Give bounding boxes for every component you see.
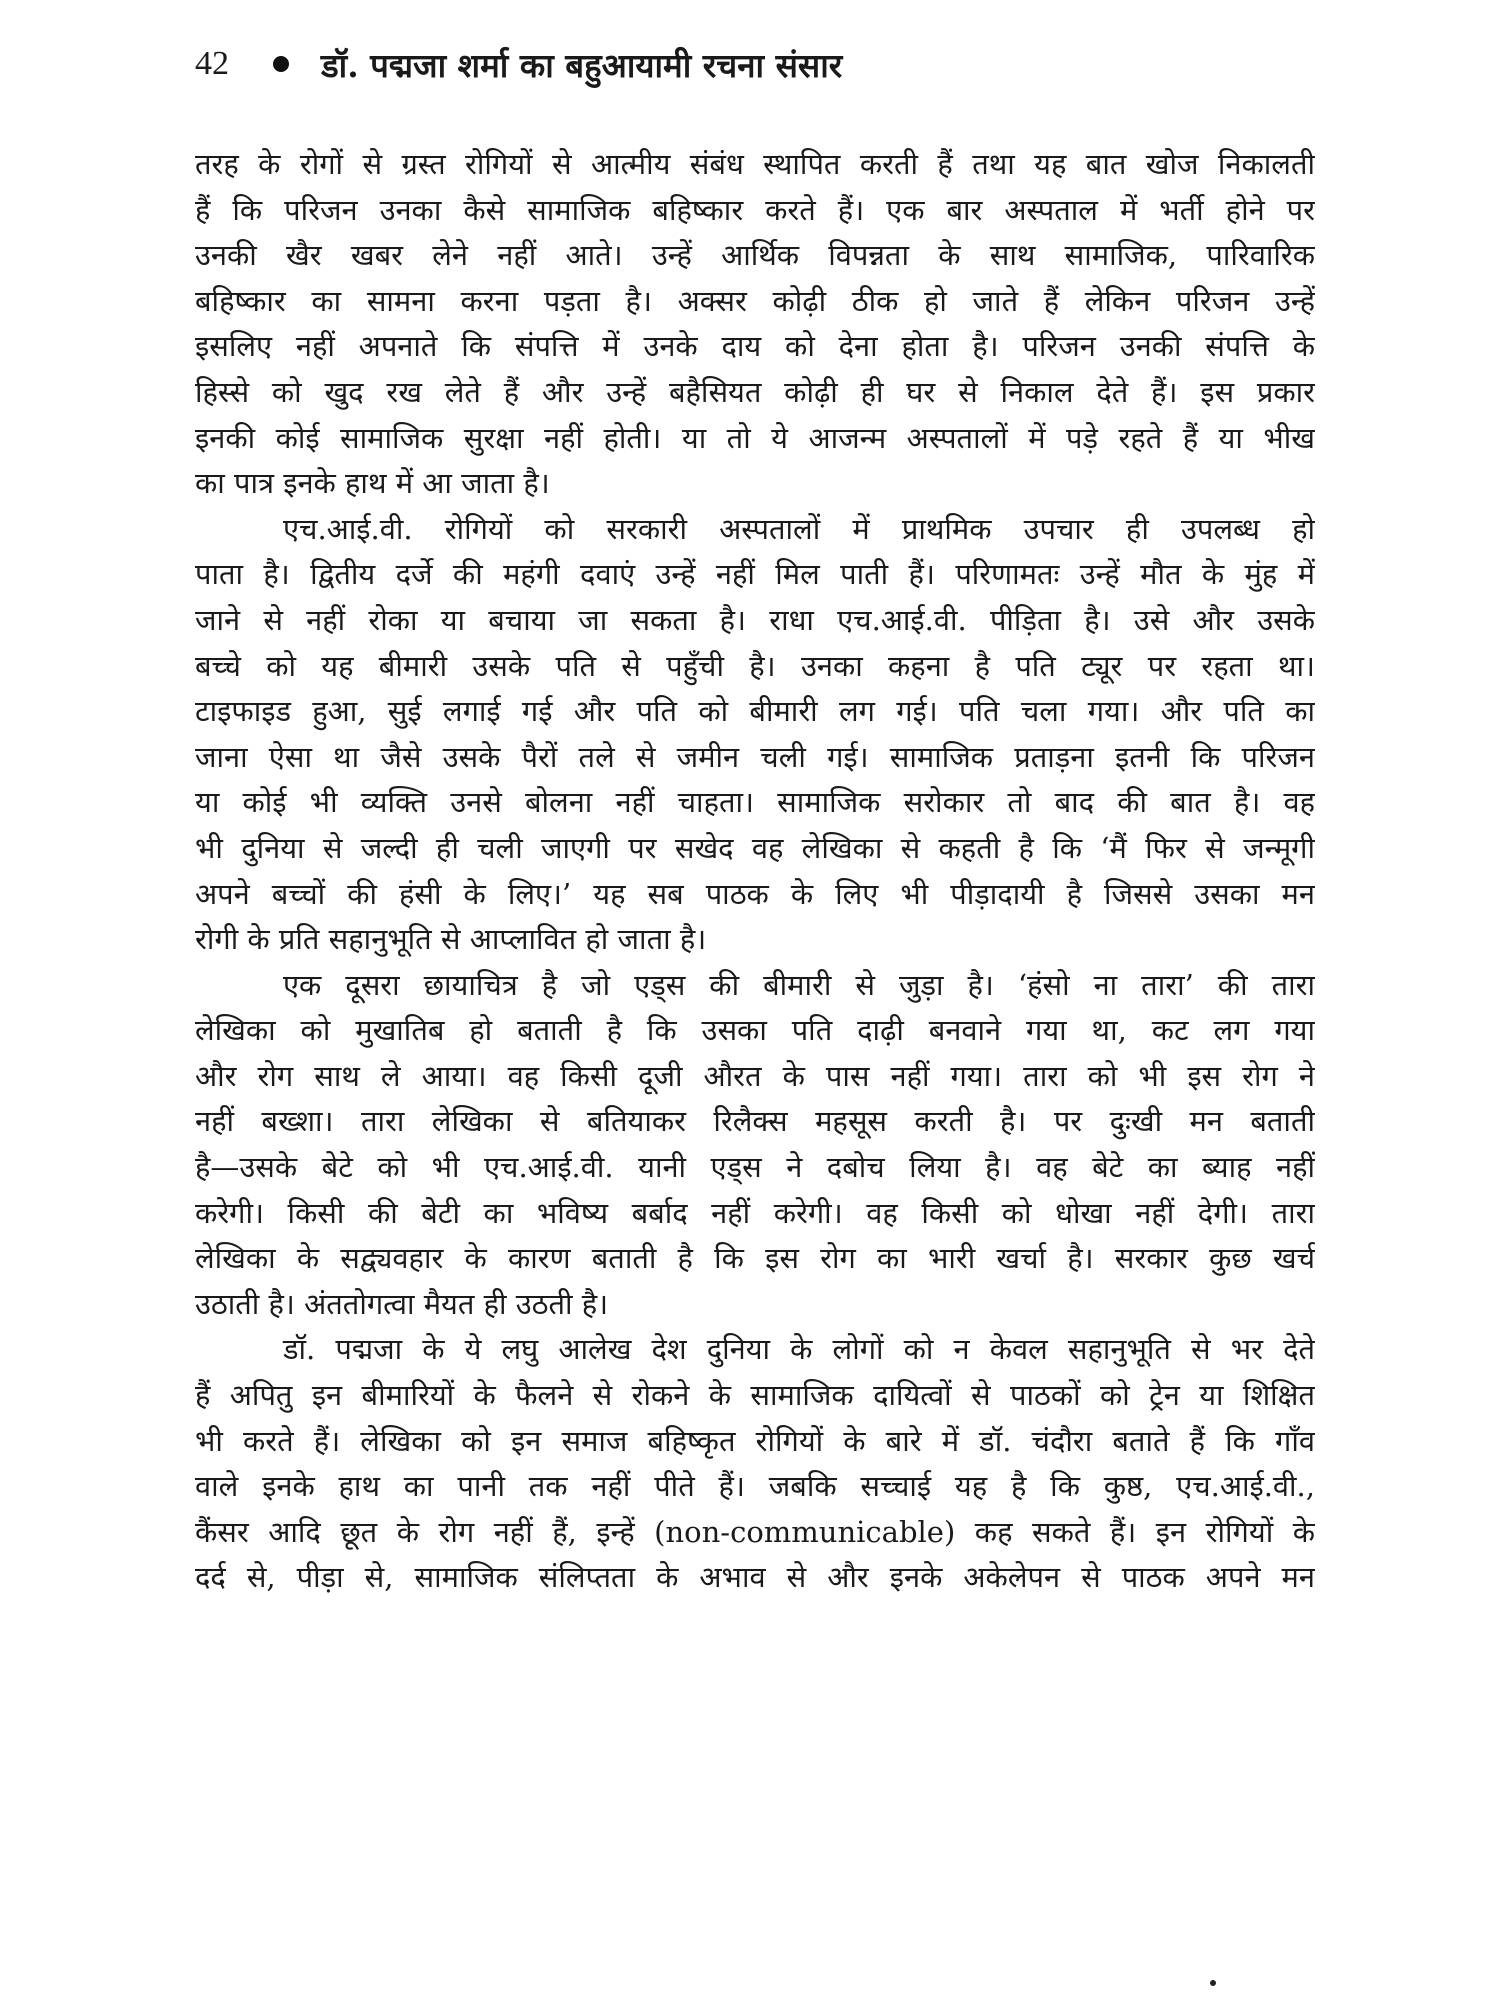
text-line: डॉ. पद्मजा के ये लघु आलेख देश दुनिया के लोगों को न केवल सहानुभूति से भर देते [283,1332,1315,1367]
text-line: बच्चे को यह बीमारी उसके पति से पहुँची है। उनका कहना है पति ट्यूर पर रहता था। [195,648,1315,683]
text-line: या कोई भी व्यक्ति उनसे बोलना नहीं चाहता। सामाजिक सरोकार तो बाद की बात है। वह [195,785,1315,820]
text-line: हैं कि परिजन उनका कैसे सामाजिक बहिष्कार करते हैं। एक बार अस्पताल में भर्ती होने पर [195,192,1315,227]
page-number: 42 [195,45,229,82]
text-line: बहिष्कार का सामना करना पड़ता है। अक्सर कोढ़ी ठीक हो जाते हैं लेकिन परिजन उन्हें [195,283,1315,318]
text-line: रोगी के प्रति सहानुभूति से आप्लावित हो जाता है। [195,922,707,957]
text-line: का पात्र इनके हाथ में आ जाता है। [195,466,550,501]
text-line: है—उसके बेटे को भी एच.आई.वी. यानी एड्स ने दबोच लिया है। वह बेटे का ब्याह नहीं [195,1150,1315,1185]
text-line: तरह के रोगों से ग्रस्त रोगियों से आत्मीय संबंध स्थापित करती हैं तथा यह बात खोज निकालती [195,147,1315,181]
text-line: करेगी। किसी की बेटी का भविष्य बर्बाद नहीं करेगी। वह किसी को धोखा नहीं देगी। तारा [195,1195,1315,1230]
text-line: दर्द से, पीड़ा से, सामाजिक संलिप्तता के अभाव से और इनके अकेलेपन से पाठक अपने मन [195,1560,1315,1595]
text-line: टाइफाइड हुआ, सुई लगाई गई और पति को बीमारी लग गई। पति चला गया। और पति का [195,694,1315,729]
text-line: भी दुनिया से जल्दी ही चली जाएगी पर सखेद वह लेखिका से कहती है कि ‘मैं फिर से जन्मूगी [195,830,1315,865]
running-header [195,34,1315,94]
text-line: पाता है। द्वितीय दर्जे की महंगी दवाएं उन्हें नहीं मिल पाती हैं। परिणामतः उन्हें मौत के मुंह में [195,557,1315,592]
text-line: वाले इनके हाथ का पानी तक नहीं पीते हैं। जबकि सच्चाई यह है कि कुष्ठ, एच.आई.वी., [195,1469,1315,1504]
body-text [195,142,1315,1601]
text-line: इसलिए नहीं अपनाते कि संपत्ति में उनके दाय को देना होता है। परिजन उनकी संपत्ति के [195,329,1315,364]
text-line: एच.आई.वी. रोगियों को सरकारी अस्पतालों में प्राथमिक उपचार ही उपलब्ध हो [283,511,1315,546]
text-line: अपने बच्चों की हंसी के लिए।’ यह सब पाठक के लिए भी पीड़ादायी है जिससे उसका मन [195,876,1315,911]
running-header-title: डॉ. पद्मजा शर्मा का बहुआयामी रचना संसार [321,45,843,85]
text-line: उठाती है। अंततोगत्वा मैयत ही उठती है। [195,1286,609,1321]
text-line: नहीं बख्शा। तारा लेखिका से बतियाकर रिलैक्स महसूस करती है। पर दुःखी मन बताती [195,1104,1315,1139]
text-line: इनकी कोई सामाजिक सुरक्षा नहीं होती। या तो ये आजन्म अस्पतालों में पड़े रहते हैं या भीख [195,420,1315,455]
text-line: जाने से नहीं रोका या बचाया जा सकता है। राधा एच.आई.वी. पीड़िता है। उसे और उसके [195,602,1315,637]
text-line: और रोग साथ ले आया। वह किसी दूजी औरत के पास नहीं गया। तारा को भी इस रोग ने [195,1058,1315,1093]
text-line: हिस्से को खुद रख लेते हैं और उन्हें बहैसियत कोढ़ी ही घर से निकाल देते हैं। इस प्रकार [195,374,1315,409]
text-line: कैंसर आदि छूत के रोग नहीं हैं, इन्हें (non-communicable) कह सकते हैं। इन रोगियों के [195,1514,1315,1549]
text-line: हैं अपितु इन बीमारियों के फैलने से रोकने के सामाजिक दायित्वों से पाठकों को ट्रेन या शिक्षित [195,1378,1315,1413]
text-line: उनकी खैर खबर लेने नहीं आते। उन्हें आर्थिक विपन्नता के साथ सामाजिक, पारिवारिक [195,238,1315,273]
text-line: लेखिका को मुखातिब हो बताती है कि उसका पति दाढ़ी बनवाने गया था, कट लग गया [195,1013,1315,1048]
text-line: एक दूसरा छायाचित्र है जो एड्स की बीमारी से जुड़ा है। ‘हंसो ना तारा’ की तारा [283,967,1315,1002]
ink-speck [1210,1980,1216,1986]
bullet-icon [273,56,289,72]
text-line: भी करते हैं। लेखिका को इन समाज बहिष्कृत रोगियों के बारे में डॉ. चंदौरा बताते हैं कि गाँव [195,1423,1315,1458]
text-line: जाना ऐसा था जैसे उसके पैरों तले से जमीन चली गई। सामाजिक प्रताड़ना इतनी कि परिजन [195,739,1315,774]
text-line: लेखिका के सद्व्यवहार के कारण बताती है कि इस रोग का भारी खर्चा है। सरकार कुछ खर्च [195,1241,1315,1276]
